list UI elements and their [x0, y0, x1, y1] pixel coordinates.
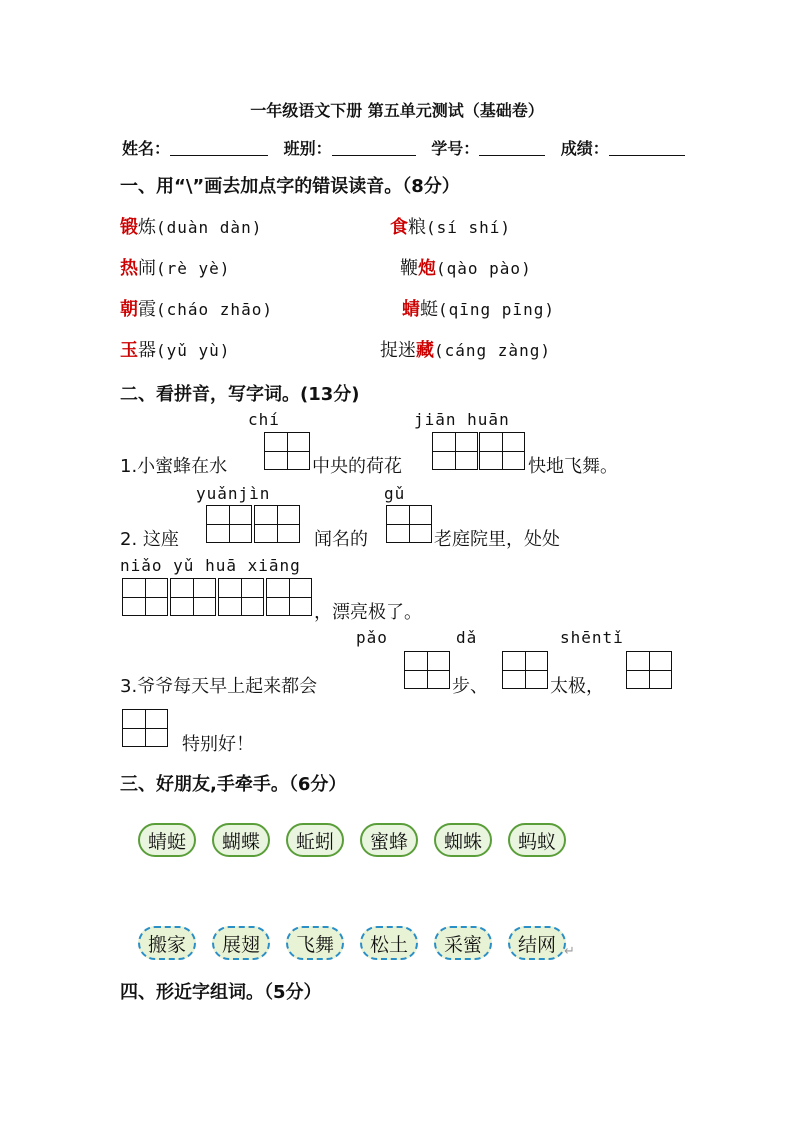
pinyin-label: jiān huān	[414, 410, 510, 429]
sentence-text: 中央的荷花	[312, 456, 402, 477]
page-title: 一年级语文下册 第五单元测试（基础卷）	[250, 101, 544, 120]
sentence-text: 1.小蜜蜂在水	[120, 456, 228, 477]
number-blank[interactable]	[479, 139, 545, 156]
action-word-pill[interactable]: 搬家	[138, 926, 196, 960]
sentence-text: 闻名的	[314, 529, 368, 550]
action-word-pill[interactable]: 采蜜	[434, 926, 492, 960]
sentence-text: 2. 这座	[120, 529, 179, 550]
score-label: 成绩：	[560, 139, 609, 158]
writing-grid[interactable]	[404, 651, 450, 689]
pinyin-item: 朝霞(cháo zhāo)	[120, 299, 273, 320]
insect-word-pill[interactable]: 蜘蛛	[434, 823, 492, 857]
pinyin-item: 鞭炮(qào pào)	[400, 258, 532, 279]
insect-word-pill[interactable]: 蜻蜓	[138, 823, 196, 857]
number-label: 学号：	[431, 139, 480, 158]
section3-heading: 三、好朋友,手牵手。（6分）	[120, 774, 347, 795]
writing-grid[interactable]	[264, 432, 310, 470]
pinyin-item: 锻炼(duàn dàn)	[120, 217, 263, 238]
sentence-text: 快地飞舞。	[528, 456, 618, 477]
writing-grid[interactable]	[170, 578, 216, 616]
writing-grid[interactable]	[386, 505, 432, 543]
writing-grid[interactable]	[432, 432, 478, 470]
action-word-pill[interactable]: 飞舞	[286, 926, 344, 960]
insect-word-pill[interactable]: 蝴蝶	[212, 823, 270, 857]
section2-heading: 二、看拼音，写字词。(13分)	[120, 384, 360, 405]
pinyin-label: chí	[248, 410, 280, 429]
sentence-text: 老庭院里，处处	[434, 529, 560, 550]
pinyin-label: niǎo yǔ huā xiāng	[120, 556, 301, 575]
pinyin-label: shēntǐ	[560, 628, 624, 647]
section1-heading: 一、用“\”画去加点字的错误读音。（8分）	[120, 176, 460, 197]
pinyin-label: pǎo	[356, 628, 388, 647]
writing-grid[interactable]	[502, 651, 548, 689]
section4-heading: 四、形近字组词。（5分）	[120, 982, 322, 1003]
insect-word-pill[interactable]: 蚂蚁	[508, 823, 566, 857]
writing-grid[interactable]	[479, 432, 525, 470]
action-word-pill[interactable]: 结网	[508, 926, 566, 960]
name-blank[interactable]	[170, 139, 268, 156]
score-blank[interactable]	[609, 139, 685, 156]
sentence-text: ，漂亮极了。	[314, 602, 422, 623]
writing-grid[interactable]	[122, 709, 168, 747]
pinyin-item: 热闹(rè yè)	[120, 258, 231, 279]
pinyin-label: yuǎnjìn	[196, 484, 271, 503]
class-label: 班别：	[283, 139, 332, 158]
sentence-text: 太极，	[550, 676, 604, 697]
pinyin-label: dǎ	[456, 628, 478, 647]
pinyin-label: gǔ	[384, 484, 406, 503]
writing-grid[interactable]	[218, 578, 264, 616]
writing-grid[interactable]	[626, 651, 672, 689]
name-label: 姓名：	[122, 139, 171, 158]
sentence-text: 3.爷爷每天早上起来都会	[120, 676, 318, 697]
class-blank[interactable]	[332, 139, 416, 156]
pinyin-item: 玉器(yǔ yù)	[120, 340, 231, 361]
writing-grid[interactable]	[206, 505, 252, 543]
writing-grid[interactable]	[254, 505, 300, 543]
writing-grid[interactable]	[266, 578, 312, 616]
insect-word-pill[interactable]: 蚯蚓	[286, 823, 344, 857]
paragraph-mark-icon: ↵	[564, 944, 575, 959]
sentence-text: 特别好！	[182, 734, 254, 755]
action-word-pill[interactable]: 松土	[360, 926, 418, 960]
pinyin-item: 捉迷藏(cáng zàng)	[380, 340, 551, 361]
student-info-line	[122, 136, 685, 159]
writing-grid[interactable]	[122, 578, 168, 616]
insect-word-pill[interactable]: 蜜蜂	[360, 823, 418, 857]
pinyin-item: 蜻蜓(qīng pīng)	[402, 299, 555, 320]
sentence-text: 步、	[452, 676, 488, 697]
pinyin-item: 食粮(sí shí)	[390, 217, 512, 238]
action-word-pill[interactable]: 展翅	[212, 926, 270, 960]
